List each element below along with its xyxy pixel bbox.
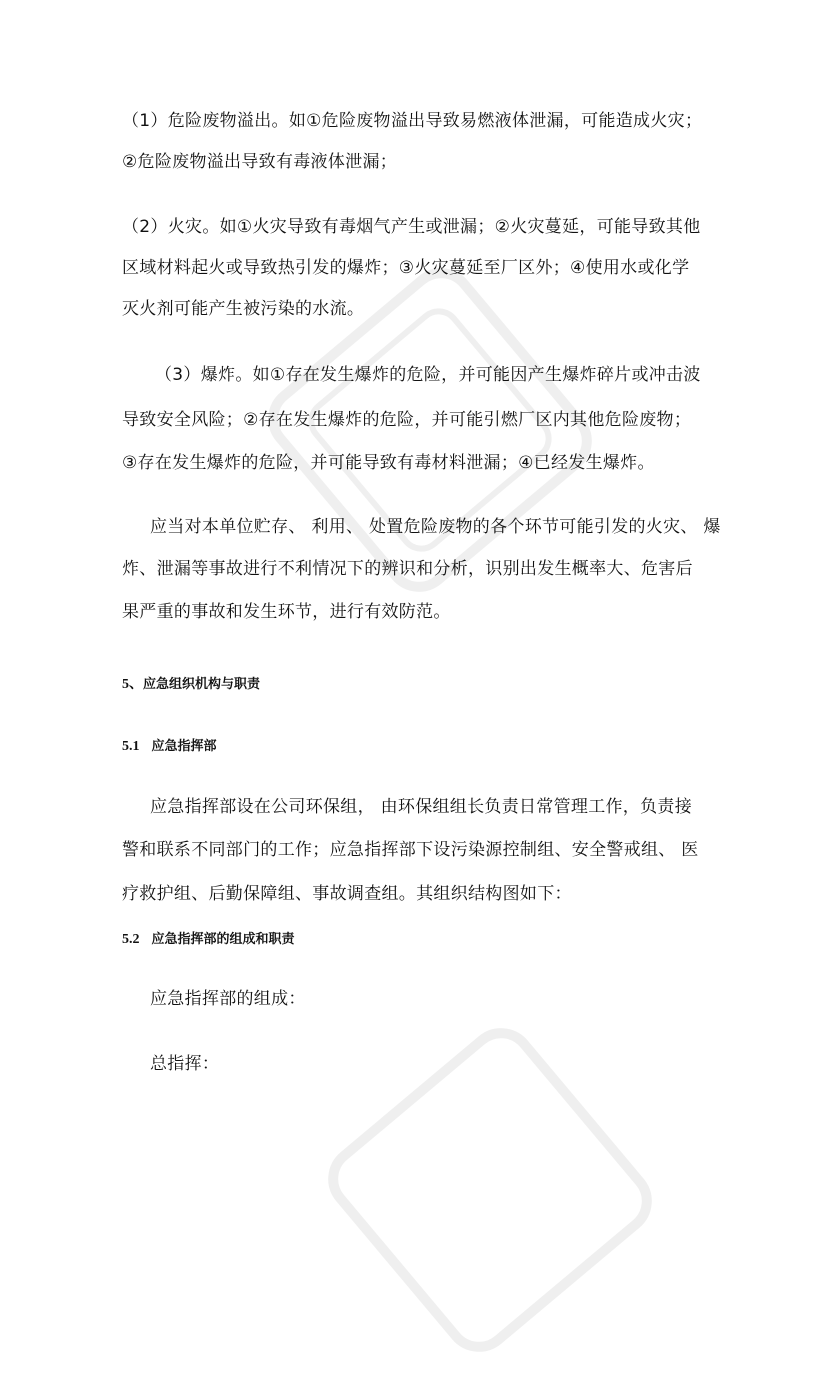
paragraph-2-line-2: 区域材料起火或导致热引发的爆炸；③火灾蔓延至厂区外；④使用水或化学 bbox=[122, 258, 690, 278]
section-heading-5-2 bbox=[122, 931, 295, 949]
paragraph-7-line-1: 总指挥： bbox=[150, 1054, 220, 1074]
paragraph-1-line-2: ②危险废物溢出导致有毒液体泄漏； bbox=[122, 152, 398, 172]
section-title: 应急指挥部 bbox=[151, 739, 217, 754]
paragraph-3-line-1: （3）爆炸。如①存在发生爆炸的危险，并可能因产生爆炸碎片或冲击波 bbox=[155, 365, 701, 385]
paragraph-2-line-3: 灭火剂可能产生被污染的水流。 bbox=[122, 299, 365, 319]
section-heading-5 bbox=[122, 676, 260, 694]
section-number: 5、 bbox=[122, 677, 143, 692]
section-number: 5.2 bbox=[122, 932, 140, 947]
paragraph-1-line-1: （1）危险废物溢出。如①危险废物溢出导致易燃液体泄漏，可能造成火灾； bbox=[122, 111, 703, 131]
paragraph-5-line-1: 应急指挥部设在公司环保组， 由环保组组长负责日常管理工作，负责接 bbox=[150, 797, 693, 817]
paragraph-3-line-3: ③存在发生爆炸的危险，并可能导致有毒材料泄漏；④已经发生爆炸。 bbox=[122, 453, 655, 473]
section-title: 应急组织机构与职责 bbox=[143, 677, 261, 692]
watermark-seal-icon bbox=[307, 1007, 673, 1373]
section-heading-5-1 bbox=[122, 738, 217, 756]
paragraph-5-line-3: 疗救护组、后勤保障组、事故调查组。其组织结构图如下： bbox=[122, 884, 572, 904]
paragraph-3-line-2: 导致安全风险；②存在发生爆炸的危险，并可能引燃厂区内其他危险废物； bbox=[122, 410, 692, 430]
section-number: 5.1 bbox=[122, 739, 140, 754]
paragraph-5-line-2: 警和联系不同部门的工作；应急指挥部下设污染源控制组、安全警戒组、 医 bbox=[122, 840, 699, 860]
paragraph-6-line-1: 应急指挥部的组成： bbox=[150, 989, 306, 1009]
paragraph-2-line-1: （2）火灾。如①火灾导致有毒烟气产生或泄漏；②火灾蔓延，可能导致其他 bbox=[122, 217, 701, 237]
paragraph-4-line-2: 炸、泄漏等事故进行不利情况下的辨识和分析，识别出发生概率大、危害后 bbox=[122, 559, 693, 579]
paragraph-4-line-1: 应当对本单位贮存、 利用、 处置危险废物的各个环节可能引发的火灾、 爆 bbox=[150, 517, 721, 537]
watermark-logo-2 bbox=[307, 1007, 673, 1373]
section-title: 应急指挥部的组成和职责 bbox=[151, 932, 295, 947]
paragraph-4-line-3: 果严重的事故和发生环节，进行有效防范。 bbox=[122, 602, 451, 622]
